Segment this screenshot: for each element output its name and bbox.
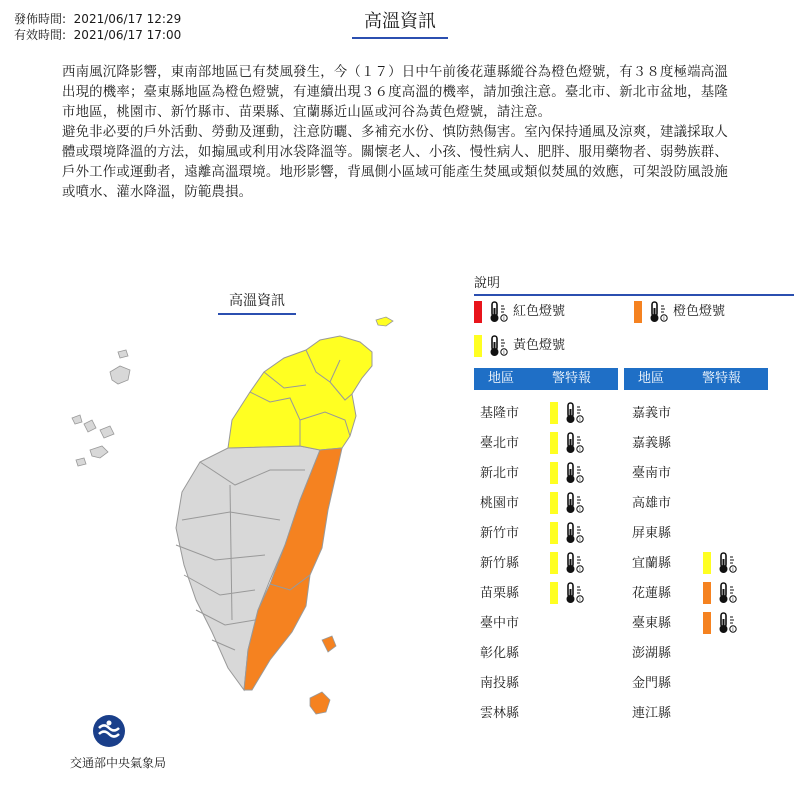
legend-yellow	[474, 334, 565, 358]
col-region: 地區	[638, 371, 665, 386]
legend-red	[474, 300, 565, 324]
yellow-swatch	[550, 432, 558, 454]
region-name: 新竹縣	[480, 556, 520, 571]
page-title: 高溫資訊	[352, 10, 448, 39]
svg-text:i: i	[503, 350, 505, 356]
region-name: 基隆市	[480, 406, 520, 421]
yellow-swatch	[550, 522, 558, 544]
left-table-header	[474, 368, 618, 390]
svg-text:i: i	[579, 537, 581, 543]
penghu-islands	[72, 350, 130, 466]
region-name: 新北市	[480, 466, 520, 481]
svg-text:i: i	[579, 477, 581, 483]
svg-text:i: i	[579, 567, 581, 573]
thermometer-icon	[563, 551, 585, 575]
thermometer-icon	[716, 551, 738, 575]
legend-red-label: 紅色燈號	[513, 304, 566, 319]
region-name: 花蓮縣	[632, 586, 672, 601]
green-island	[322, 636, 336, 652]
alert-signal	[703, 581, 742, 605]
region-name: 嘉義縣	[632, 436, 672, 451]
legend-orange-label: 橙色燈號	[673, 304, 726, 319]
thermometer-icon	[487, 334, 509, 358]
thermometer-icon	[563, 491, 585, 515]
yellow-swatch	[703, 552, 711, 574]
region-name: 連江縣	[632, 706, 672, 721]
red-swatch	[474, 301, 482, 323]
region-name: 桃園市	[480, 496, 520, 511]
col-alert: 警特報	[552, 371, 592, 386]
thermometer-icon	[563, 581, 585, 605]
svg-text:i: i	[663, 316, 665, 322]
alert-signal	[550, 461, 589, 485]
agency-name: 交通部中央氣象局	[70, 756, 167, 770]
issue-time: 發佈時間: 2021/06/17 12:29	[14, 12, 182, 26]
thermometer-icon	[716, 581, 738, 605]
cwb-logo-icon	[92, 714, 126, 748]
svg-text:i: i	[579, 447, 581, 453]
island-pengjia	[376, 317, 393, 326]
yellow-swatch	[550, 462, 558, 484]
legend-divider	[474, 294, 794, 296]
thermometer-icon	[563, 431, 585, 455]
alert-signal	[550, 581, 589, 605]
region-name: 南投縣	[480, 676, 520, 691]
region-name: 嘉義市	[632, 406, 672, 421]
svg-text:i: i	[732, 567, 734, 573]
map-title: 高溫資訊	[218, 292, 296, 315]
svg-text:i: i	[579, 417, 581, 423]
yellow-swatch	[550, 492, 558, 514]
thermometer-icon	[563, 521, 585, 545]
svg-text:i: i	[579, 597, 581, 603]
right-table-header	[624, 368, 768, 390]
region-name: 苗栗縣	[480, 586, 520, 601]
thermometer-icon	[563, 461, 585, 485]
yellow-swatch	[550, 552, 558, 574]
yellow-swatch	[550, 402, 558, 424]
legend-title: 說明	[474, 276, 501, 291]
region-name: 金門縣	[632, 676, 672, 691]
orchid-island	[310, 692, 330, 714]
alert-signal	[703, 551, 742, 575]
region-name: 臺北市	[480, 436, 520, 451]
yellow-swatch	[550, 582, 558, 604]
thermometer-icon	[487, 300, 509, 324]
region-name: 澎湖縣	[632, 646, 672, 661]
valid-time: 有效時間: 2021/06/17 17:00	[14, 28, 182, 42]
region-name: 新竹市	[480, 526, 520, 541]
svg-text:i: i	[732, 597, 734, 603]
svg-text:i: i	[732, 627, 734, 633]
thermometer-icon	[647, 300, 669, 324]
svg-text:i: i	[503, 316, 505, 322]
alert-signal	[550, 401, 589, 425]
legend-orange	[634, 300, 725, 324]
alert-signal	[550, 491, 589, 515]
region-name: 彰化縣	[480, 646, 520, 661]
alert-signal	[550, 521, 589, 545]
col-region: 地區	[488, 371, 515, 386]
thermometer-icon	[563, 401, 585, 425]
region-name: 臺南市	[632, 466, 672, 481]
alert-signal	[550, 551, 589, 575]
description-paragraph-2: 避免非必要的戶外活動、勞動及運動，注意防曬、多補充水份、慎防熱傷害。室內保持通風及涼爽，建議採取人體或環境降溫的方法，如搧風或利用冰袋降溫等。關懷老人、小孩、慢性病人、肥胖、服用藥物者、弱勢族群、戶外工作或運動者，遠離高溫環境。地形影響，背風側小區域可能產生焚風或類似焚風的效應，可架設防風設施或噴水、灌水降溫，防範農損。	[62, 125, 728, 200]
col-alert: 警特報	[702, 371, 742, 386]
legend-yellow-label: 黃色燈號	[513, 338, 566, 353]
alert-signal	[703, 611, 742, 635]
alert-signal	[550, 431, 589, 455]
orange-swatch	[703, 612, 711, 634]
description-paragraph-1: 西南風沉降影響，東南部地區已有焚風發生，今（１７）日中午前後花蓮縣縱谷為橙色燈號，有３８度極端高溫出現的機率；臺東縣地區為橙色燈號，有連續出現３６度高溫的機率，請加強注意。臺北市、新北市盆地，基隆市地區，桃園市、新竹縣市、苗栗縣、宜蘭縣近山區或河谷為黃色燈號，請注意。	[62, 65, 728, 120]
region-name: 宜蘭縣	[632, 556, 672, 571]
yellow-swatch	[474, 335, 482, 357]
region-name: 雲林縣	[480, 706, 520, 721]
region-name: 臺東縣	[632, 616, 672, 631]
region-name: 高雄市	[632, 496, 672, 511]
orange-swatch	[634, 301, 642, 323]
region-name: 臺中市	[480, 616, 520, 631]
taiwan-map	[0, 300, 460, 720]
thermometer-icon	[716, 611, 738, 635]
description	[62, 63, 730, 203]
region-name: 屏東縣	[632, 526, 672, 541]
svg-text:i: i	[579, 507, 581, 513]
orange-swatch	[703, 582, 711, 604]
